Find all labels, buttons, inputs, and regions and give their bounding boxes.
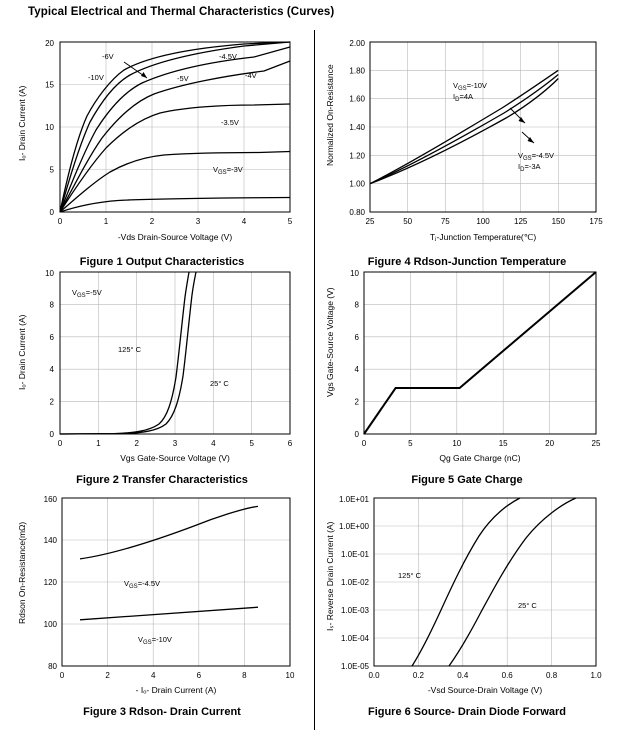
figure-3-xtick-0: 0: [59, 671, 65, 680]
figure-5-plot: [322, 262, 612, 472]
figure-1-anno-35v: -3.5V: [221, 118, 239, 127]
figure-4-xtick-0: 25: [365, 217, 375, 226]
figure-4-plot: [322, 26, 612, 254]
figure-5-xlabel: Qg Gate Charge (nC): [439, 453, 521, 463]
figure-6-ytick-4: 1.0E-01: [340, 550, 369, 559]
figure-1-anno-10v: -10V: [88, 73, 104, 82]
figure-1-plot: [14, 26, 310, 254]
figure-6-xtick-1: 0.2: [412, 671, 424, 680]
figure-6-ytick-1: 1.0E-04: [340, 634, 369, 643]
figure-6-anno-125c: 125° C: [398, 571, 422, 580]
figure-3-anno-vgs45: $V_{GS}=-4.5V$: [124, 579, 160, 590]
figure-5-ytick-2: 4: [354, 365, 359, 375]
figure-6-xtick-0: 0.0: [368, 671, 380, 680]
figure-6-plot: [322, 486, 612, 704]
figure-2-xtick-2: 2: [134, 439, 139, 448]
figure-2-xtick-0: 0: [57, 439, 63, 448]
figure-1-anno-5v: -5V: [177, 74, 189, 83]
figure-3-xtick-2: 4: [150, 671, 156, 680]
figure-3-anno-vgs10: $V_{GS}=-10V$: [138, 635, 172, 646]
figure-5-caption: Figure 5 Gate Charge: [411, 474, 523, 486]
figure-2-xtick-6: 6: [287, 439, 293, 448]
figure-6-xlabel: -Vsd Source-Drain Voltage (V): [427, 685, 543, 695]
figure-5-xtick-3: 15: [498, 439, 508, 448]
figure-6-caption: Figure 6 Source- Drain Diode Forward: [367, 706, 567, 718]
figure-5-xtick-1: 5: [408, 439, 413, 448]
figure-1-anno-45v: -4.5V: [219, 52, 237, 61]
figure-6-ylabel: Iₛ- Reverse Drain Current (A): [325, 521, 335, 631]
page-title: Typical Electrical and Thermal Characteristics (Curves): [28, 6, 335, 18]
figure-3-xlabel: - Iₒ- Drain Current (A): [135, 685, 217, 695]
figure-6-ytick-6: 1.0E+01: [338, 495, 369, 504]
figure-5-ytick-4: 8: [354, 300, 359, 310]
figure-2-xtick-5: 5: [249, 439, 254, 448]
figure-5-xtick-2: 10: [452, 439, 462, 448]
figure-4-xtick-5: 150: [551, 217, 565, 226]
figure-4-anno-vgs10: $V_{GS}=-10V$: [453, 81, 487, 92]
figure-4-ytick-2: 1.20: [349, 151, 365, 161]
figure-2-xtick-1: 1: [96, 439, 101, 448]
figure-6-ytick-0: 1.0E-05: [340, 662, 369, 671]
figure-4-anno-vgs45: $V_{GS}=-4.5V$: [518, 151, 554, 162]
figure-1-anno-vgs: $V_{GS}=-3V$: [213, 165, 243, 176]
figure-4-ytick-1: 1.00: [349, 179, 365, 189]
figure-2-anno-vgs: $V_{GS}=-5V$: [72, 288, 102, 299]
figure-1-caption: Figure 1 Output Characteristics: [79, 256, 245, 268]
figure-6-xtick-5: 1.0: [590, 671, 602, 680]
figure-1-ytick-1: 5: [49, 165, 54, 175]
figure-2-caption: Figure 2 Transfer Characteristics: [76, 474, 248, 486]
figure-2-plot: [14, 262, 310, 472]
figure-2-ytick-5: 10: [45, 269, 54, 278]
figure-5-svg: [322, 262, 612, 472]
figure-3-ytick-4: 160: [43, 495, 57, 504]
figure-1-ytick-2: 10: [45, 123, 54, 132]
figure-4-xtick-1: 50: [403, 217, 413, 226]
figure-4-xtick-2: 75: [440, 217, 450, 226]
figure-2-ytick-2: 4: [49, 365, 54, 375]
figure-6-svg: [322, 486, 612, 704]
figure-3-xtick-5: 10: [285, 671, 295, 680]
figure-4-ytick-3: 1.40: [349, 123, 365, 132]
figure-2-ytick-3: 6: [49, 332, 54, 342]
figure-1-xtick-3: 3: [195, 217, 201, 226]
figure-6-xtick-4: 0.8: [546, 671, 558, 680]
figure-6-xtick-2: 0.4: [457, 671, 469, 680]
figure-4-ylabel: Normalized On-Resistance: [325, 64, 335, 166]
figure-2-xtick-4: 4: [211, 439, 216, 448]
figure-2-ytick-0: 0: [49, 430, 54, 439]
figure-4-caption: Figure 4 Rdson-Junction Temperature: [367, 256, 567, 268]
figure-3-ytick-1: 100: [43, 620, 57, 629]
figure-3-xtick-4: 8: [242, 671, 247, 680]
figure-5: [322, 262, 612, 486]
figure-6: [322, 486, 612, 718]
figure-2-ytick-1: 2: [49, 397, 54, 407]
figure-1-ytick-0: 0: [49, 208, 54, 217]
figure-1: [14, 26, 310, 268]
figure-6-ytick-3: 1.0E-02: [340, 578, 369, 587]
figure-6-ytick-2: 1.0E-03: [340, 606, 369, 615]
figure-4-xlabel: Tⱼ-Junction Temperature(℃): [429, 232, 537, 242]
figure-1-xtick-4: 4: [241, 217, 247, 226]
figure-1-xlabel: -Vds Drain-Source Voltage (V): [117, 232, 233, 242]
figure-1-anno-6v: -6V: [102, 52, 114, 61]
figure-6-anno-25c: 25° C: [518, 601, 537, 610]
figure-6-ytick-5: 1.0E+00: [338, 522, 369, 531]
figure-2-anno-125c: 125° C: [118, 345, 142, 354]
figure-5-ytick-3: 6: [354, 332, 359, 342]
figure-4-anno-id4: $I_D=4A$: [453, 92, 473, 103]
figure-3-xtick-1: 2: [105, 671, 110, 680]
figure-4-ytick-0: 0.80: [349, 208, 365, 217]
figure-3-caption: Figure 3 Rdson- Drain Current: [83, 706, 241, 718]
figure-2-svg: [14, 262, 310, 472]
figure-4-anno-id3: $I_D=-3A$: [518, 162, 541, 173]
figure-3-ytick-3: 140: [43, 536, 57, 545]
figure-3-ytick-2: 120: [43, 578, 57, 587]
figure-1-xtick-1: 1: [103, 217, 109, 226]
figure-5-xtick-0: 0: [361, 439, 367, 448]
figure-5-ytick-1: 2: [354, 397, 359, 407]
figure-1-xtick-2: 2: [149, 217, 155, 226]
figure-1-svg: [14, 26, 310, 254]
figure-4-xtick-3: 100: [476, 217, 490, 226]
figure-5-xtick-4: 20: [545, 439, 555, 448]
figure-3: [14, 486, 310, 718]
figure-4-xtick-4: 125: [514, 217, 528, 226]
figure-1-ylabel: Iₒ- Drain Current (A): [17, 85, 27, 161]
figure-5-ylabel: Vgs Gate-Source Voltage (V): [325, 287, 335, 397]
figure-5-ytick-5: 10: [350, 269, 359, 278]
figure-4-ytick-6: 2.00: [349, 39, 365, 48]
figure-3-plot: [14, 486, 310, 704]
figure-4-ytick-4: 1.60: [349, 94, 365, 104]
figure-1-xtick-5: 5: [287, 217, 293, 226]
figure-2-ytick-4: 8: [49, 300, 54, 310]
figure-3-xtick-3: 6: [196, 671, 202, 680]
figure-2: [14, 262, 310, 486]
figure-3-svg: [14, 486, 310, 704]
figure-2-xtick-3: 3: [172, 439, 178, 448]
figure-3-ylabel: Rdson On-Resistance(mΩ): [17, 521, 27, 624]
figure-2-ylabel: Iₒ- Drain Current (A): [17, 314, 27, 390]
figure-4-svg: [322, 26, 612, 254]
figure-4-ytick-5: 1.80: [349, 66, 365, 76]
figure-2-xlabel: Vgs Gate-Source Voltage (V): [120, 453, 230, 463]
figure-1-ytick-4: 20: [45, 39, 54, 48]
figure-3-ytick-0: 80: [48, 662, 57, 671]
figure-2-anno-25c: 25° C: [210, 379, 229, 388]
figure-6-xtick-3: 0.6: [501, 671, 513, 680]
figure-5-xtick-5: 25: [591, 439, 601, 448]
figure-1-ytick-3: 15: [45, 80, 54, 90]
figure-1-xtick-0: 0: [57, 217, 63, 226]
column-divider: [314, 30, 315, 730]
figure-4: [322, 26, 612, 268]
figure-1-anno-4v: -4V: [245, 71, 257, 80]
figure-5-ytick-0: 0: [354, 430, 359, 439]
figure-4-xtick-6: 175: [589, 217, 603, 226]
